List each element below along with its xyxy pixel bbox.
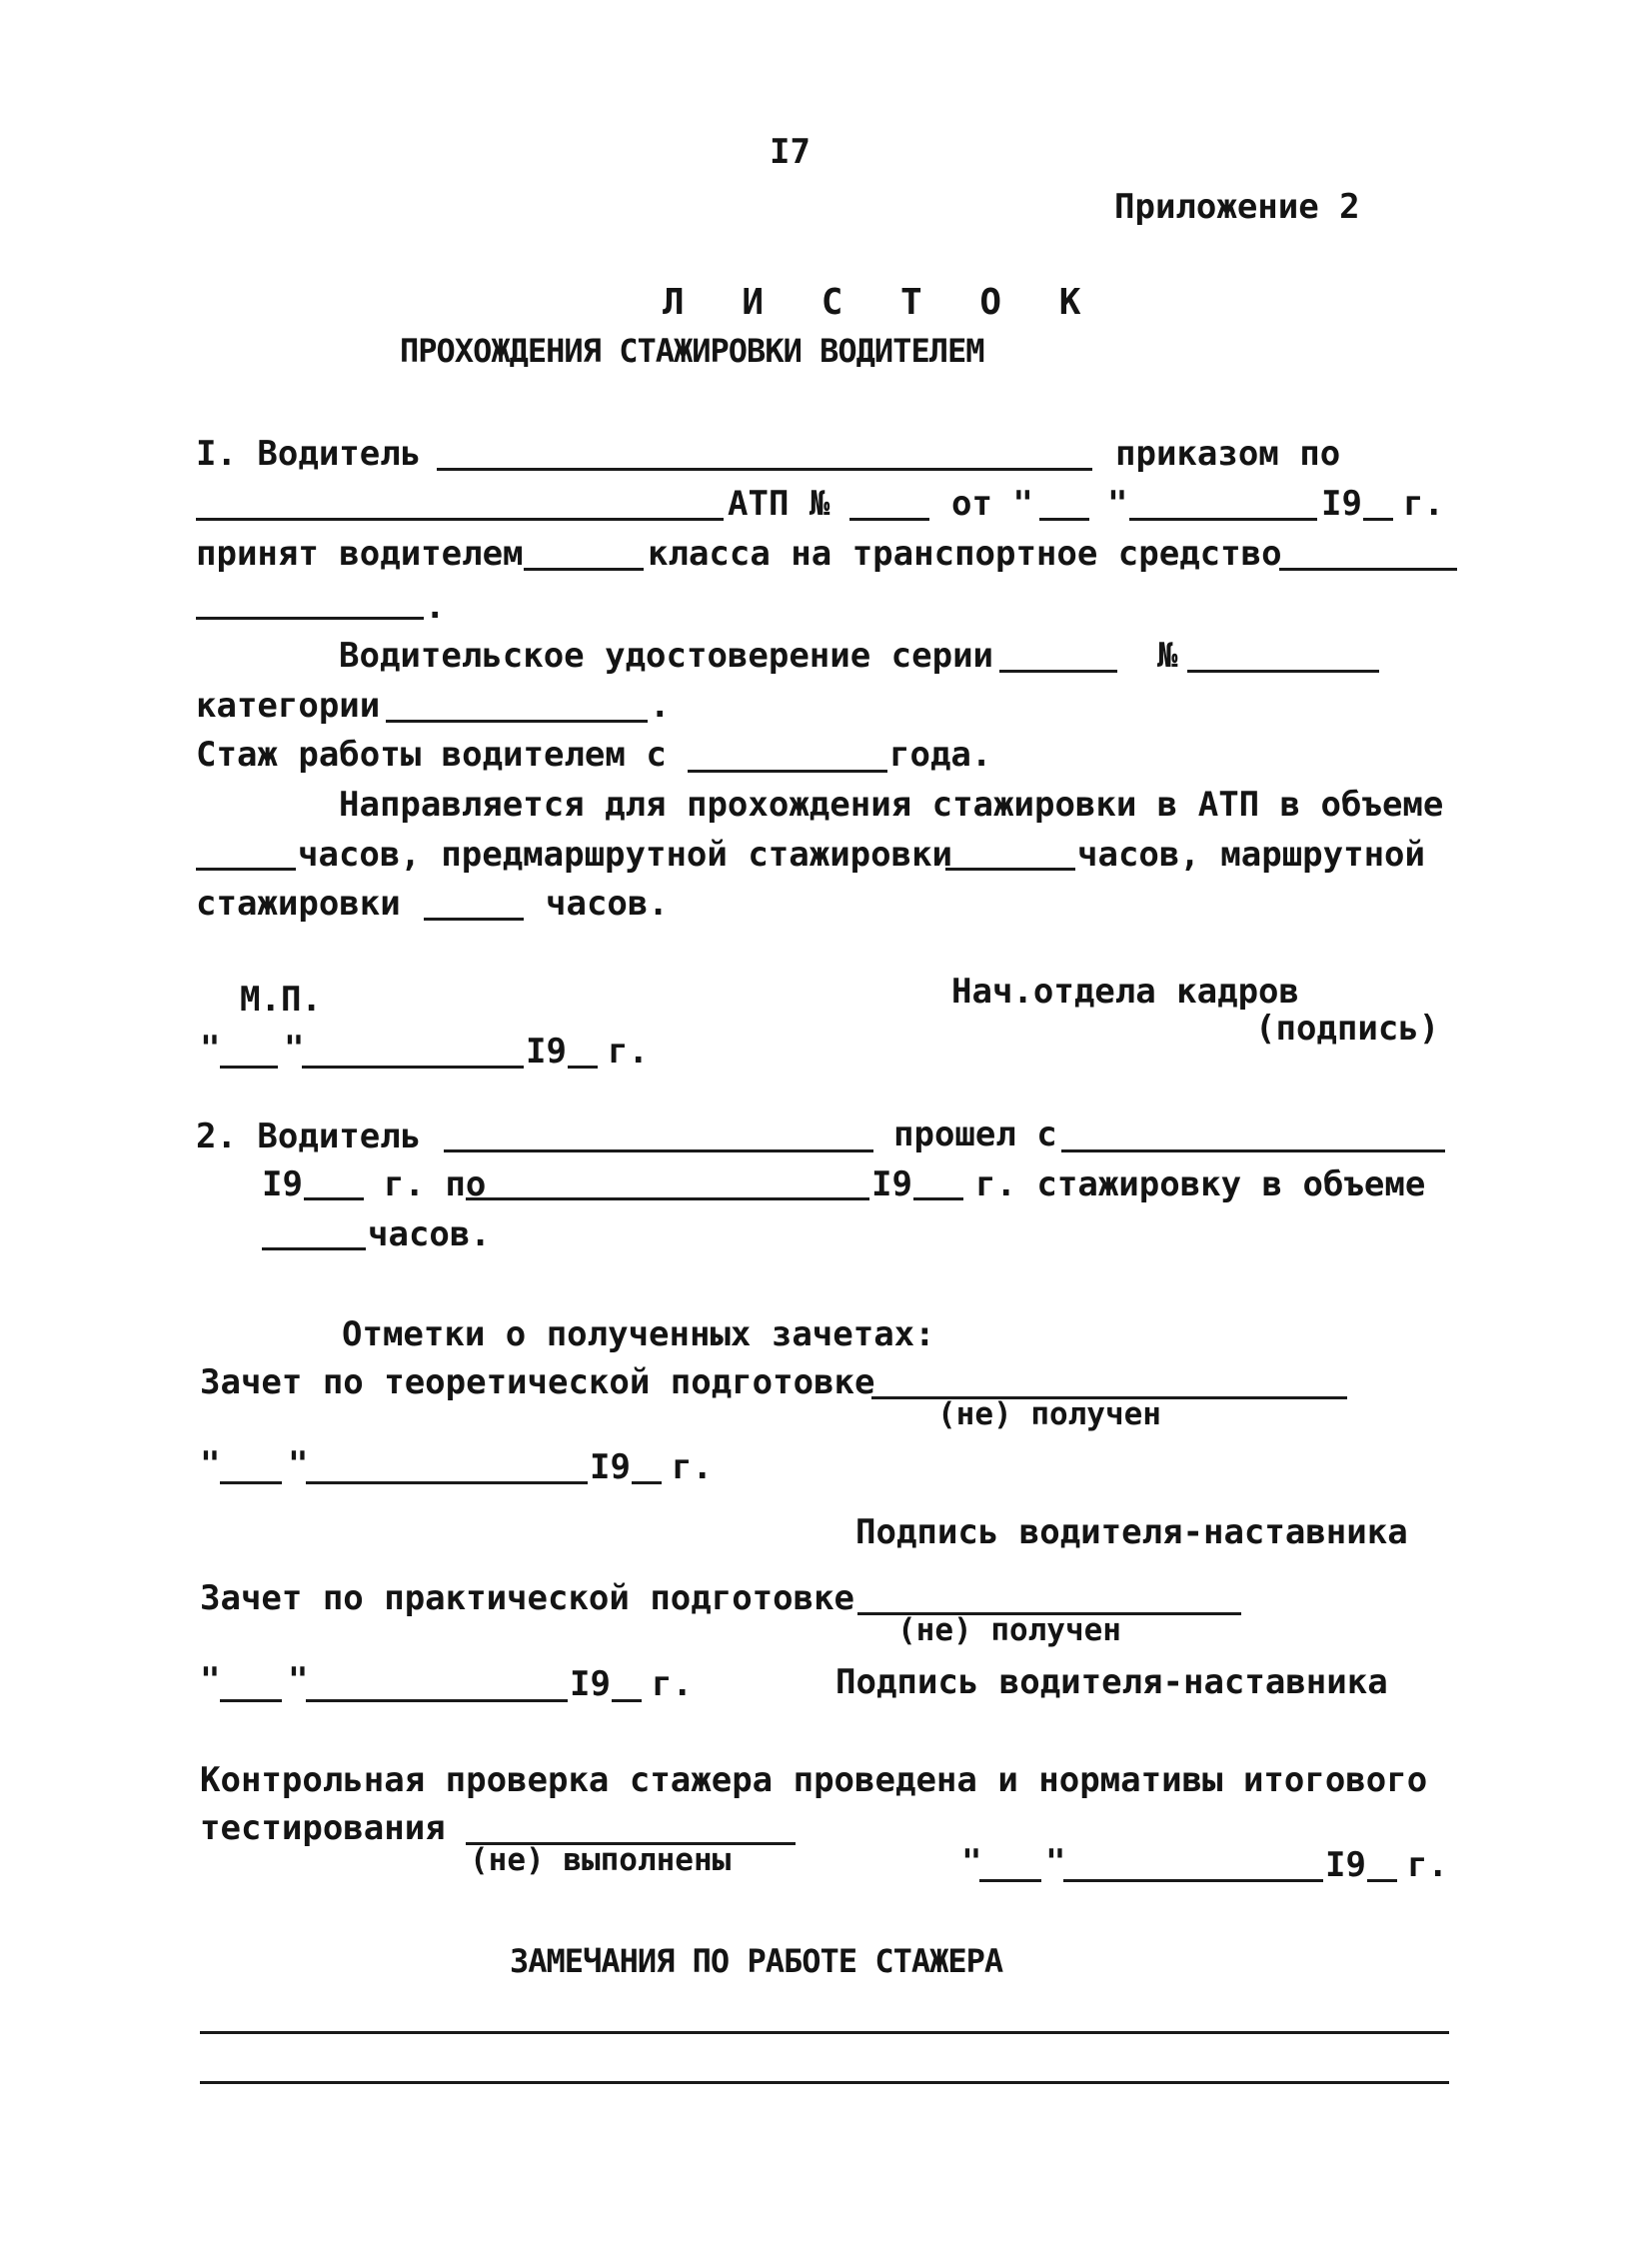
date4-quote-open: " [961, 1842, 982, 1882]
experience-year-line[interactable] [688, 770, 887, 773]
section2-year-19b: I9 [871, 1164, 912, 1204]
hours-end-label: часов. [546, 884, 669, 924]
section1-driver-label: I. Водитель [196, 434, 422, 474]
document-title: Л И С Т О К [663, 282, 1099, 323]
vehicle-dot: . [425, 587, 446, 627]
date4-year-g: г. [1407, 1845, 1448, 1885]
accepted-label: принят водителем [196, 534, 524, 574]
category-line[interactable] [386, 720, 648, 723]
date2-month-line[interactable] [306, 1481, 588, 1484]
category-dot: . [650, 686, 671, 726]
theory-label: Зачет по теоретической подготовке [200, 1362, 875, 1402]
hours-total-line[interactable] [196, 868, 296, 871]
driver-name-line[interactable] [437, 468, 1092, 471]
date1-day-line[interactable] [220, 1066, 278, 1069]
practice-label: Зачет по практической подготовке [200, 1578, 855, 1618]
order-org-line[interactable] [196, 518, 724, 521]
section2-year-line-a[interactable] [304, 1197, 364, 1200]
date2-year-19: I9 [590, 1447, 631, 1487]
section2-hours-line[interactable] [262, 1247, 366, 1250]
license-series-line[interactable] [999, 670, 1117, 673]
date2-quote-open: " [200, 1444, 221, 1484]
date2-day-line[interactable] [220, 1481, 282, 1484]
date3-month-line[interactable] [306, 1699, 568, 1702]
remarks-heading: ЗАМЕЧАНИЯ ПО РАБОТЕ СТАЖЕРА [510, 1942, 1003, 1980]
category-label: категории [196, 686, 381, 726]
remarks-line-1[interactable] [200, 2031, 1449, 2034]
vehicle-line-cont[interactable] [196, 617, 424, 620]
license-no-sign: № [1157, 636, 1178, 676]
directed-label: Направляется для прохождения стажировки в АТП в объеме [339, 785, 1444, 825]
credits-title: Отметки о полученных зачетах: [342, 1314, 935, 1354]
order-year-line[interactable] [1363, 518, 1393, 521]
section2-to-line[interactable] [466, 1197, 869, 1200]
section2-g-po: г. по [384, 1164, 487, 1204]
date4-year-19: I9 [1325, 1845, 1366, 1885]
date2-year-line[interactable] [632, 1481, 662, 1484]
appendix-label: Приложение 2 [1114, 187, 1360, 227]
passed-from-label: прошел с [893, 1115, 1057, 1154]
vehicle-line[interactable] [1279, 568, 1457, 571]
date4-month-line[interactable] [1063, 1879, 1323, 1882]
atp-no-label: АТП № [728, 484, 830, 524]
date3-year-line[interactable] [612, 1699, 642, 1702]
mentor-signature-1: Подпись водителя-наставника [855, 1512, 1408, 1552]
hours-route-label: часов, маршрутной [1077, 835, 1425, 875]
experience-year-word: года. [889, 735, 992, 775]
hours-route-line[interactable] [424, 918, 524, 921]
section2-year-line-b[interactable] [913, 1197, 963, 1200]
date1-quote-close: " [284, 1029, 305, 1069]
date1-year-g: г. [608, 1032, 649, 1072]
hours-pre-label: часов, предмаршрутной стажировки [298, 835, 953, 875]
date1-year-19: I9 [526, 1032, 567, 1072]
hours-pre-line[interactable] [945, 868, 1075, 871]
testing-label: тестирования [200, 1808, 446, 1848]
order-month-line[interactable] [1129, 518, 1317, 521]
remarks-line-2[interactable] [200, 2081, 1449, 2084]
date1-quote-open: " [200, 1029, 221, 1069]
license-label: Водительское удостоверение серии [339, 636, 994, 676]
date3-day-line[interactable] [220, 1699, 282, 1702]
document-subtitle: ПРОХОЖДЕНИЯ СТАЖИРОВКИ ВОДИТЕЛЕМ [400, 332, 984, 370]
section2-hours-label: часов. [368, 1214, 491, 1254]
practice-result-caption: (не) получен [897, 1612, 1121, 1648]
stamp-label: М.П. [240, 980, 322, 1020]
class-line[interactable] [524, 568, 644, 571]
date2-year-g: г. [672, 1447, 713, 1487]
hr-head-label: Нач.отдела кадров [951, 972, 1299, 1012]
order-year-g: г. [1403, 484, 1444, 524]
date3-quote-close: " [288, 1660, 309, 1700]
date1-year-line[interactable] [568, 1066, 598, 1069]
section2-driver-label: 2. Водитель [196, 1117, 422, 1156]
section2-volume-label: г. стажировку в объеме [975, 1164, 1426, 1204]
control-check-label: Контрольная проверка стажера проведена и нормативы итогового [200, 1760, 1428, 1800]
order-year-19: I9 [1321, 484, 1362, 524]
date3-year-g: г. [652, 1664, 693, 1704]
license-number-line[interactable] [1187, 670, 1379, 673]
signature-caption: (подпись) [1255, 1009, 1440, 1049]
date3-year-19: I9 [570, 1664, 611, 1704]
date1-month-line[interactable] [302, 1066, 524, 1069]
section2-year-19a: I9 [262, 1164, 303, 1204]
date4-quote-close: " [1045, 1842, 1066, 1882]
section2-driver-line[interactable] [444, 1149, 873, 1152]
atp-number-line[interactable] [849, 518, 929, 521]
page-number: I7 [770, 132, 811, 172]
date2-quote-close: " [288, 1444, 309, 1484]
theory-result-caption: (не) получен [937, 1396, 1161, 1432]
experience-label: Стаж работы водителем с [196, 735, 667, 775]
order-from-label: от " [951, 484, 1033, 524]
class-vehicle-label: класса на транспортное средство [648, 534, 1282, 574]
date3-quote-open: " [200, 1660, 221, 1700]
mentor-signature-2: Подпись водителя-наставника [835, 1662, 1388, 1702]
order-day-line[interactable] [1039, 518, 1089, 521]
passed-from-line[interactable] [1061, 1149, 1445, 1152]
date4-day-line[interactable] [979, 1879, 1041, 1882]
testing-result-caption: (не) выполнены [470, 1842, 732, 1878]
by-order-label: приказом по [1115, 434, 1341, 474]
internship-label: стажировки [196, 884, 401, 924]
quote-close: " [1107, 484, 1128, 524]
date4-year-line[interactable] [1367, 1879, 1397, 1882]
